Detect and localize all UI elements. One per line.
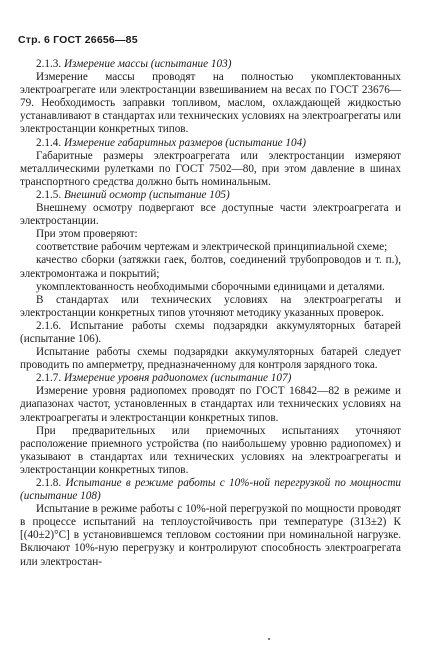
paragraph: Измерение уровня радиопомех проводят по ГОСТ 16842—82 в режиме и диапазонах частот, установленных в стандартах или технических условиях на электроагрегаты и электростанции конкретных типов. — [20, 385, 401, 424]
section-number: 2.1.7. — [36, 372, 62, 385]
paragraph: Внешнему осмотру подвергают все доступные части электроагрегата и электростанции. — [20, 202, 401, 228]
list-item: укомплектованность необходимыми сборочными единицами и деталями. — [36, 280, 385, 293]
section-heading-2-1-4 — [20, 137, 401, 150]
paragraph: Габаритные размеры электроагрегата или электростанции измеряют металлическими рулетками по ГОСТ 7502—80, при этом давление в шинах транспортного средства должно быть номинальным. — [20, 149, 401, 188]
section-heading-2-1-6: 2.1.6. Испытание работы схемы подзарядки аккумуляторных батарей (испытание 106). — [20, 319, 401, 345]
paragraph: Испытание работы схемы подзарядки аккумуляторных батарей следует проводить по амперметру, предназначенному для контроля зарядного тока. — [20, 346, 401, 372]
section-title: Внешний осмотр (испытание 105) — [63, 188, 230, 201]
section-heading-2-1-5 — [20, 189, 401, 202]
section-number: 2.1.5. — [36, 188, 62, 201]
section-heading-2-1-8 — [20, 477, 401, 503]
section-title: Измерение габаритных размеров (испытание 104) — [63, 136, 306, 149]
section-title: Измерение массы (испытание 103) — [63, 58, 232, 70]
paragraph: Измерение массы проводят на полностью укомплектованных электроагрегате или электростанции взвешиванием на весах по ГОСТ 23676—79. Необходимость заправки топливом, маслом, охлаждающей жидкостью устанавливают в стандартах или технических условиях на электроагрегаты или электростанции конкретных типов. — [20, 71, 401, 136]
section-number: 2.1.4. — [36, 136, 62, 149]
document-body — [20, 58, 401, 569]
paragraph: Испытание в режиме работы с 10%-ной перегрузкой по мощности проводят в процессе испытаний на теплоустойчивость при температуре (313±2) К [(40±2)°С] в установившемся тепловом состоянии при номинальной нагрузке. Включают 10%-ную перегрузку и контролируют способность электроагрегата или электростан- — [20, 503, 401, 568]
section-heading-2-1-7 — [20, 372, 401, 385]
list-item: соответствие рабочим чертежам и электрической принципиальной схеме; — [36, 241, 388, 254]
section-title: Испытание в режиме работы с 10%-ной перегрузкой по мощности (испытание 108) — [20, 477, 402, 503]
paragraph: В стандартах или технических условиях на электроагрегаты и электростанции конкретных типов уточняют методику указанных проверок. — [20, 293, 401, 319]
paragraph: При предварительных или приемочных испытаниях уточняют расположение приемного устройства (по наибольшему уровню радиопомех) и указывают в стандартах или технических условиях на электроагрегаты и электростанции конкретных типов. — [20, 424, 401, 476]
page-speck — [268, 638, 270, 640]
paragraph: При этом проверяют: — [36, 228, 138, 241]
section-heading-2-1-3 — [20, 58, 401, 71]
section-title: Измерение уровня радиопомех (испытание 107) — [63, 372, 292, 385]
section-number: 2.1.3. — [36, 58, 62, 70]
page-header: Стр. 6 ГОСТ 26656—85 — [18, 34, 138, 46]
list-item: качество сборки (затяжки гаек, болтов, соединений трубопроводов и т. п.), электромонтажа и покрытий; — [20, 254, 401, 280]
section-number: 2.1.8. — [36, 477, 62, 489]
